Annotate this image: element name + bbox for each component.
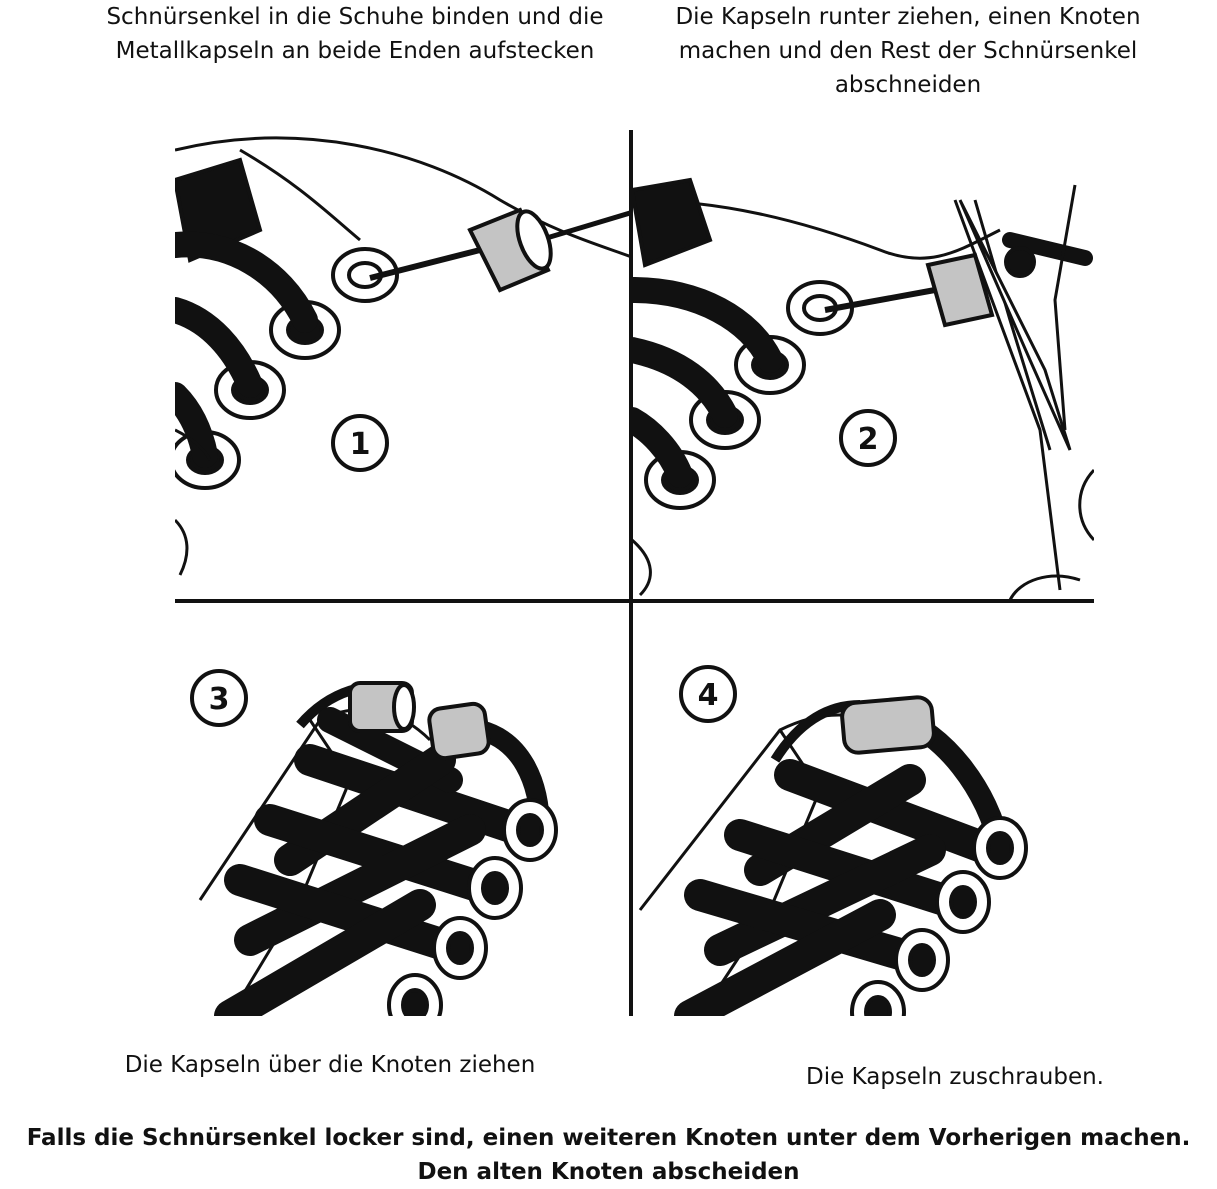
step-3-badge: [192, 671, 246, 725]
capsule: [428, 702, 490, 759]
caption-step-4: Die Kapseln zuschrauben.: [806, 1064, 1104, 1090]
eyelet: [504, 800, 556, 860]
capsule: [470, 207, 557, 290]
eyelet: [937, 872, 989, 932]
footer-line-1: Falls die Schnürsenkel locker sind, einen weiteren Knoten unter dem Vorherigen machen.: [26, 1125, 1191, 1151]
panel-2-shoe: [632, 180, 1094, 600]
step-2-badge: [841, 411, 895, 465]
eyelet: [852, 982, 904, 1042]
eyelet: [469, 858, 521, 918]
caption-step-2-line-1: Die Kapseln runter ziehen, einen Knoten: [675, 4, 1141, 30]
step-3-number: 3: [208, 682, 230, 717]
panel-1-shoe: [171, 138, 640, 575]
eyelet: [896, 930, 948, 990]
caption-step-1-line-1: Schnürsenkel in die Schuhe binden und die: [106, 4, 604, 30]
panel-3-shoe: [200, 686, 556, 1035]
capsule: [928, 255, 992, 325]
footer-note: [0, 1121, 1217, 1189]
step-1-badge: [333, 416, 387, 470]
eyelet: [434, 918, 486, 978]
eyelet: [389, 975, 441, 1035]
caption-step-2-line-2: machen und den Rest der Schnürsenkel: [678, 38, 1138, 64]
step-4-number: 4: [697, 678, 719, 713]
capsule: [841, 696, 935, 754]
eyelet: [974, 818, 1026, 878]
step-2-number: 2: [857, 422, 879, 457]
footer-line-2: Den alten Knoten abscheiden: [417, 1159, 800, 1185]
panel-4-shoe: [640, 705, 1026, 1042]
capsule: [350, 683, 414, 731]
caption-step-2-line-3: abschneiden: [834, 72, 982, 98]
caption-step-1-line-2: Metallkapseln an beide Enden aufstecken: [115, 38, 595, 64]
step-1-number: 1: [349, 427, 371, 462]
step-4-badge: [681, 667, 735, 721]
caption-step-3: Die Kapseln über die Knoten ziehen: [124, 1052, 536, 1078]
